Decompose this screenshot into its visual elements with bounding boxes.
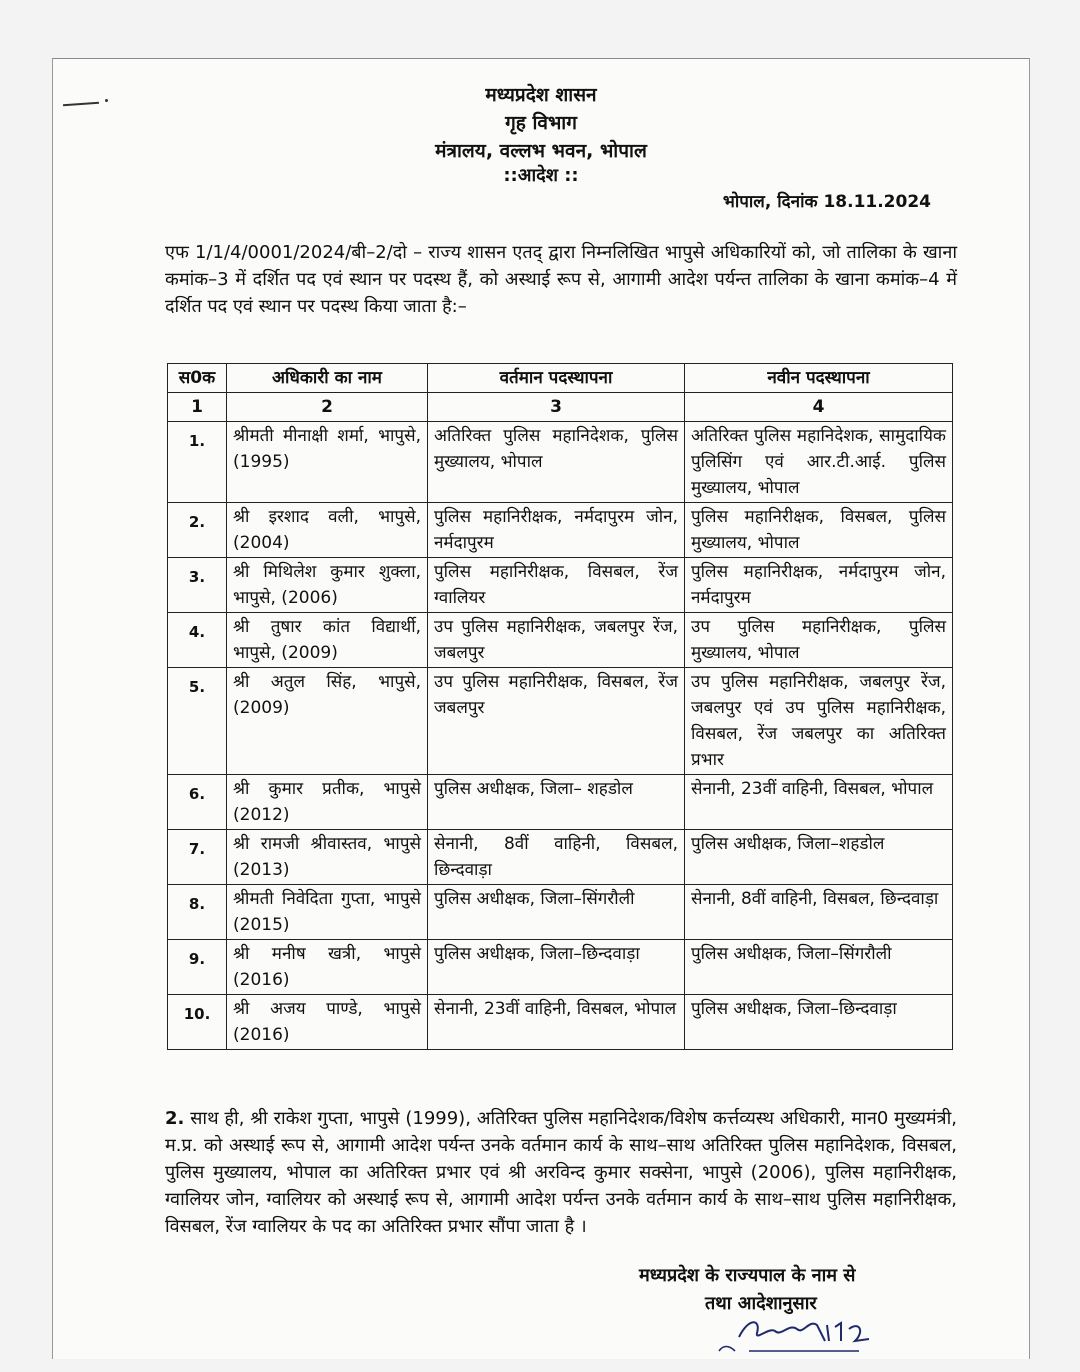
govt-title: मध्यप्रदेश शासन [485, 84, 597, 106]
header-officer-name: अधिकारी का नाम [227, 364, 428, 393]
col-number: 4 [685, 393, 953, 422]
office-address: मंत्रालय, वल्लभ भवन, भोपाल [435, 140, 647, 162]
table-row [168, 885, 953, 940]
paragraph-2 [165, 1105, 957, 1240]
current-posting-cell: पुलिस महानिरीक्षक, विसबल, रेंज ग्वालियर [428, 558, 685, 613]
table-row [168, 422, 953, 503]
officer-name-cell: श्री मिथिलेश कुमार शुक्ला, भापुसे, (2006) [227, 558, 428, 613]
paragraph-2-number: 2. [165, 1108, 185, 1129]
officer-name-cell: श्री कुमार प्रतीक, भापुसे (2012) [227, 775, 428, 830]
table-row [168, 503, 953, 558]
officer-name-cell: श्री मनीष खत्री, भापुसे (2016) [227, 940, 428, 995]
new-posting-cell: पुलिस महानिरीक्षक, नर्मदापुरम जोन, नर्मदापुरम [685, 558, 953, 613]
header-serial: स0क [168, 364, 227, 393]
current-posting-cell: सेनानी, 8वीं वाहिनी, विसबल, छिन्दवाड़ा [428, 830, 685, 885]
col-number: 2 [227, 393, 428, 422]
header-new-posting: नवीन पदस्थापना [685, 364, 953, 393]
col-number: 1 [168, 393, 227, 422]
intro-paragraph: एफ 1/1/4/0001/2024/बी–2/दो – राज्य शासन एतद् द्वारा निम्नलिखित भापुसे अधिकारियों को, जो तालिका के खाना कमांक–3 में दर्शित पद एवं स्थान पर पदस्थ हैं, को अस्थाई रूप से, आगामी आदेश पर्यन्त तालिका के खाना कमांक–4 में दर्शित पद एवं स्थान पर पदस्थ किया जाता है:– [165, 242, 957, 317]
current-posting-cell: उप पुलिस महानिरीक्षक, जबलपुर रेंज, जबलपुर [428, 613, 685, 668]
table-row [168, 775, 953, 830]
current-posting-cell: पुलिस अधीक्षक, जिला–सिंगरौली [428, 885, 685, 940]
new-posting-cell: पुलिस अधीक्षक, जिला–छिन्दवाड़ा [685, 995, 953, 1050]
new-posting-cell: पुलिस अधीक्षक, जिला–शहडोल [685, 830, 953, 885]
serial-cell: 1. [168, 422, 227, 503]
serial-cell: 2. [168, 503, 227, 558]
serial-cell: 8. [168, 885, 227, 940]
new-posting-cell: उप पुलिस महानिरीक्षक, पुलिस मुख्यालय, भोपाल [685, 613, 953, 668]
officer-name-cell: श्री इरशाद वली, भापुसे, (2004) [227, 503, 428, 558]
current-posting-cell: अतिरिक्त पुलिस महानिदेशक, पुलिस मुख्यालय, भोपाल [428, 422, 685, 503]
new-posting-cell: उप पुलिस महानिरीक्षक, जबलपुर रेंज, जबलपुर एवं उप पुलिस महानिरीक्षक, विसबल, रेंज जबलपुर का अतिरिक्त प्रभार [685, 668, 953, 775]
officer-name-cell: श्री अतुल सिंह, भापुसे, (2009) [227, 668, 428, 775]
officer-name-cell: श्री अजय पाण्डे, भापुसे (2016) [227, 995, 428, 1050]
header-current-posting: वर्तमान पदस्थापना [428, 364, 685, 393]
current-posting-cell: पुलिस अधीक्षक, जिला– शहडोल [428, 775, 685, 830]
serial-cell: 9. [168, 940, 227, 995]
table-row [168, 558, 953, 613]
order-date: भोपाल, दिनांक 18.11.2024 [722, 192, 931, 212]
table-row [168, 995, 953, 1050]
new-posting-cell: अतिरिक्त पुलिस महानिदेशक, सामुदायिक पुलिसिंग एवं आर.टी.आई. पुलिस मुख्यालय, भोपाल [685, 422, 953, 503]
new-posting-cell: पुलिस अधीक्षक, जिला–सिंगरौली [685, 940, 953, 995]
column-number-row [168, 393, 953, 422]
table-header-row [168, 364, 953, 393]
serial-cell: 10. [168, 995, 227, 1050]
postings-table [167, 363, 953, 1050]
signoff-line-1: मध्यप्रदेश के राज्यपाल के नाम से [639, 1265, 856, 1286]
document-page [52, 58, 1030, 1359]
officer-name-cell: श्रीमती मीनाक्षी शर्मा, भापुसे, (1995) [227, 422, 428, 503]
department-title: गृह विभाग [505, 112, 577, 134]
order-heading: ::आदेश :: [503, 165, 579, 186]
current-posting-cell: सेनानी, 23वीं वाहिनी, विसबल, भोपाल [428, 995, 685, 1050]
col-number: 3 [428, 393, 685, 422]
current-posting-cell: पुलिस महानिरीक्षक, नर्मदापुरम जोन, नर्मदापुरम [428, 503, 685, 558]
officer-name-cell: श्री रामजी श्रीवास्तव, भापुसे (2013) [227, 830, 428, 885]
table-row [168, 940, 953, 995]
serial-cell: 5. [168, 668, 227, 775]
current-posting-cell: पुलिस अधीक्षक, जिला–छिन्दवाड़ा [428, 940, 685, 995]
signoff-line-2: तथा आदेशानुसार [705, 1293, 817, 1314]
officer-name-cell: श्रीमती निवेदिता गुप्ता, भापुसे (2015) [227, 885, 428, 940]
table-row [168, 668, 953, 775]
new-posting-cell: सेनानी, 23वीं वाहिनी, विसबल, भोपाल [685, 775, 953, 830]
serial-cell: 7. [168, 830, 227, 885]
current-posting-cell: उप पुलिस महानिरीक्षक, विसबल, रेंज जबलपुर [428, 668, 685, 775]
new-posting-cell: पुलिस महानिरीक्षक, विसबल, पुलिस मुख्यालय, भोपाल [685, 503, 953, 558]
table-row [168, 613, 953, 668]
serial-cell: 4. [168, 613, 227, 668]
paragraph-2-text: साथ ही, श्री राकेश गुप्ता, भापुसे (1999), अतिरिक्त पुलिस महानिदेशक/विशेष कर्त्तव्यस्थ अधिकारी, मान0 मुख्यमंत्री, म.प्र. को अस्थाई रूप से, आगामी आदेश पर्यन्त उनके वर्तमान कार्य के साथ–साथ अतिरिक्त पुलिस महानिदेशक, विसबल, पुलिस मुख्यालय, भोपाल का अतिरिक्त प्रभार एवं श्री अरविन्द कुमार सक्सेना, भापुसे (2006), पुलिस महानिरीक्षक, ग्वालियर जोन, ग्वालियर को अस्थाई रूप से, आगामी आदेश पर्यन्त उनके वर्तमान कार्य के साथ–साथ पुलिस महानिरीक्षक, विसबल, रेंज ग्वालियर के पद का अतिरिक्त प्रभार सौंपा जाता है । [165, 1108, 957, 1237]
table-row [168, 830, 953, 885]
serial-cell: 6. [168, 775, 227, 830]
serial-cell: 3. [168, 558, 227, 613]
signature-icon [709, 1311, 909, 1357]
officer-name-cell: श्री तुषार कांत विद्यार्थी, भापुसे, (2009) [227, 613, 428, 668]
new-posting-cell: सेनानी, 8वीं वाहिनी, विसबल, छिन्दवाड़ा [685, 885, 953, 940]
